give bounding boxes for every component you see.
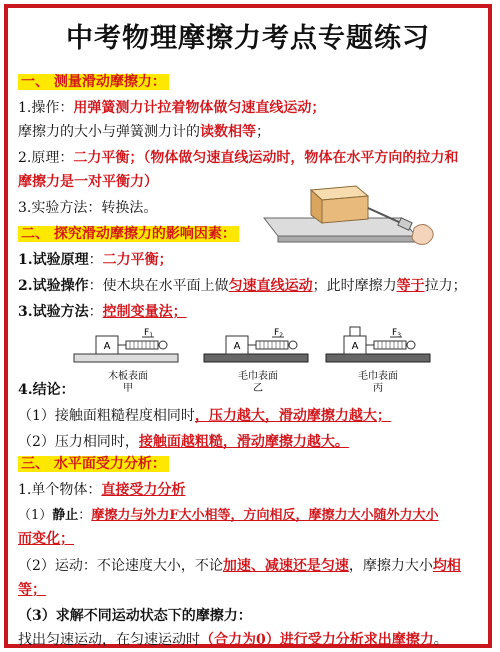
towel-surface-2 xyxy=(326,354,430,362)
hook-2 xyxy=(289,341,297,349)
s3-l1-a: 1.单个物体： xyxy=(18,482,102,498)
towel-surface-1 xyxy=(204,354,308,362)
method2-line xyxy=(18,302,187,322)
conclusion-1-line xyxy=(18,406,391,426)
op-label: 1.操作： xyxy=(18,100,74,116)
s2-c: ，摩擦力大小 xyxy=(348,558,433,574)
l1-colon: ： xyxy=(88,252,103,268)
experiment-illustration xyxy=(256,178,441,258)
force-sub-1: 1 xyxy=(149,332,154,339)
board-side xyxy=(278,236,416,242)
c1-b: ，压力越大，滑动摩擦力越大； xyxy=(194,408,391,424)
method-text: 3.实验方法：转换法。 xyxy=(18,200,158,216)
last-a: 找出匀速运动，在匀速运动时 xyxy=(18,632,200,648)
motion-line xyxy=(18,556,461,576)
method-line xyxy=(18,198,157,218)
op2-line xyxy=(18,122,270,142)
hook-1 xyxy=(159,341,167,349)
principle-c: 摩擦力是一对平衡力） xyxy=(18,174,158,190)
wood-surface xyxy=(74,354,178,362)
s2-e: 等； xyxy=(18,582,46,598)
l1-val: 二力平衡； xyxy=(102,252,173,268)
s1-a: （1） xyxy=(18,508,53,523)
section-1-heading: 一、 测量滑动摩擦力： xyxy=(18,74,169,90)
force-sub-3: 3 xyxy=(397,332,402,339)
l2-c: ；此时摩擦力 xyxy=(312,278,397,294)
static-line-2 xyxy=(18,529,74,549)
l2-e: 拉力； xyxy=(424,278,467,294)
section-1-line xyxy=(18,72,169,92)
block-front xyxy=(322,196,368,223)
l2-a: ：使木块在水平面上做 xyxy=(88,278,229,294)
surface-label-3: 毛巾表面 xyxy=(358,371,398,382)
last-line xyxy=(18,630,448,650)
l3-colon: ： xyxy=(88,304,103,320)
op2-c: ； xyxy=(256,124,270,140)
l2-label: 2.试验操作 xyxy=(18,278,89,294)
tag-2: 乙 xyxy=(253,383,263,394)
section-2-line xyxy=(18,224,239,244)
s3-text: （3）求解不同运动状态下的摩擦力： xyxy=(18,608,252,624)
page-frame xyxy=(4,4,492,648)
s2-b: 加速、减速还是匀速 xyxy=(222,558,349,574)
s1-c: ： xyxy=(78,508,92,523)
tag-1: 甲 xyxy=(123,383,133,394)
l2-d: 等于 xyxy=(396,278,425,294)
tag-3: 丙 xyxy=(373,383,383,394)
section-2-heading: 二、 探究滑动摩擦力的影响因素： xyxy=(18,226,239,242)
static-line xyxy=(18,506,439,526)
c2-a: （2）压力相同时， xyxy=(18,434,139,450)
principle2-line xyxy=(18,250,173,270)
op2-a: 摩擦力的大小与弹簧测力计的 xyxy=(18,124,200,140)
force-label-2: F xyxy=(274,328,280,338)
friction-diagrams xyxy=(70,324,440,396)
hook-3 xyxy=(407,341,415,349)
diagram-2 xyxy=(204,328,308,394)
block-label-1: A xyxy=(103,341,111,352)
principle-line xyxy=(18,148,458,168)
principle-label: 2.原理： xyxy=(18,150,74,166)
force-sub-2: 2 xyxy=(279,332,284,339)
l3-val: 控制变量法； xyxy=(102,304,187,320)
last-b: （合力为0）进行受力分析求出摩擦力 xyxy=(200,632,434,648)
conclusion-label: 4.结论： xyxy=(18,382,75,398)
solve-line xyxy=(18,606,252,626)
page-title: 中考物理摩擦力考点专题练习 xyxy=(66,23,430,54)
motion-line-2 xyxy=(18,580,46,600)
principle-line-2 xyxy=(18,172,158,192)
force-label-1: F xyxy=(144,328,150,338)
s1-e: 而变化； xyxy=(18,531,74,547)
diagram-3 xyxy=(326,327,430,394)
surface-label-2: 毛巾表面 xyxy=(238,371,278,382)
conclusion-2-line xyxy=(18,432,349,452)
block-label-3: A xyxy=(351,341,359,352)
diagram-1 xyxy=(74,328,178,394)
s2-d: 均相 xyxy=(432,558,461,574)
op-text: 用弹簧测力计拉着物体做匀速直线运动； xyxy=(73,100,326,116)
single-object-line xyxy=(18,480,185,500)
last-c: 。 xyxy=(433,632,448,648)
s1-b: 静止 xyxy=(52,508,79,523)
s3-l1-b: 直接受力分析 xyxy=(101,482,186,498)
op-line xyxy=(18,98,325,118)
s2-a: （2）运动：不论速度大小，不论 xyxy=(18,558,223,574)
c1-a: （1）接触面粗糙程度相同时 xyxy=(18,408,195,424)
hand-icon xyxy=(412,224,433,244)
surface-label-1: 木板表面 xyxy=(108,371,148,382)
operation2-line xyxy=(18,276,467,296)
principle-a: 二力平衡； xyxy=(73,150,144,166)
section-3-line xyxy=(18,454,169,474)
l2-b: 匀速直线运动 xyxy=(228,278,313,294)
l3-label: 3.试验方法 xyxy=(18,304,89,320)
force-label-3: F xyxy=(392,328,398,338)
l1-label: 1.试验原理 xyxy=(18,252,89,268)
weight-block xyxy=(350,327,360,336)
principle-b: （物体做匀速直线运动时，物体在水平方向的拉力和 xyxy=(143,150,459,166)
section-3-heading: 三、 水平面受力分析： xyxy=(18,456,169,472)
c2-b: 接触面越粗糙，滑动摩擦力越大。 xyxy=(138,434,349,450)
conclusion-line xyxy=(18,380,75,400)
s1-d: 摩擦力与外力F大小相等，方向相反，摩擦力大小随外力大小 xyxy=(91,508,439,523)
block-label-2: A xyxy=(233,341,241,352)
op2-b: 读数相等 xyxy=(200,124,256,140)
